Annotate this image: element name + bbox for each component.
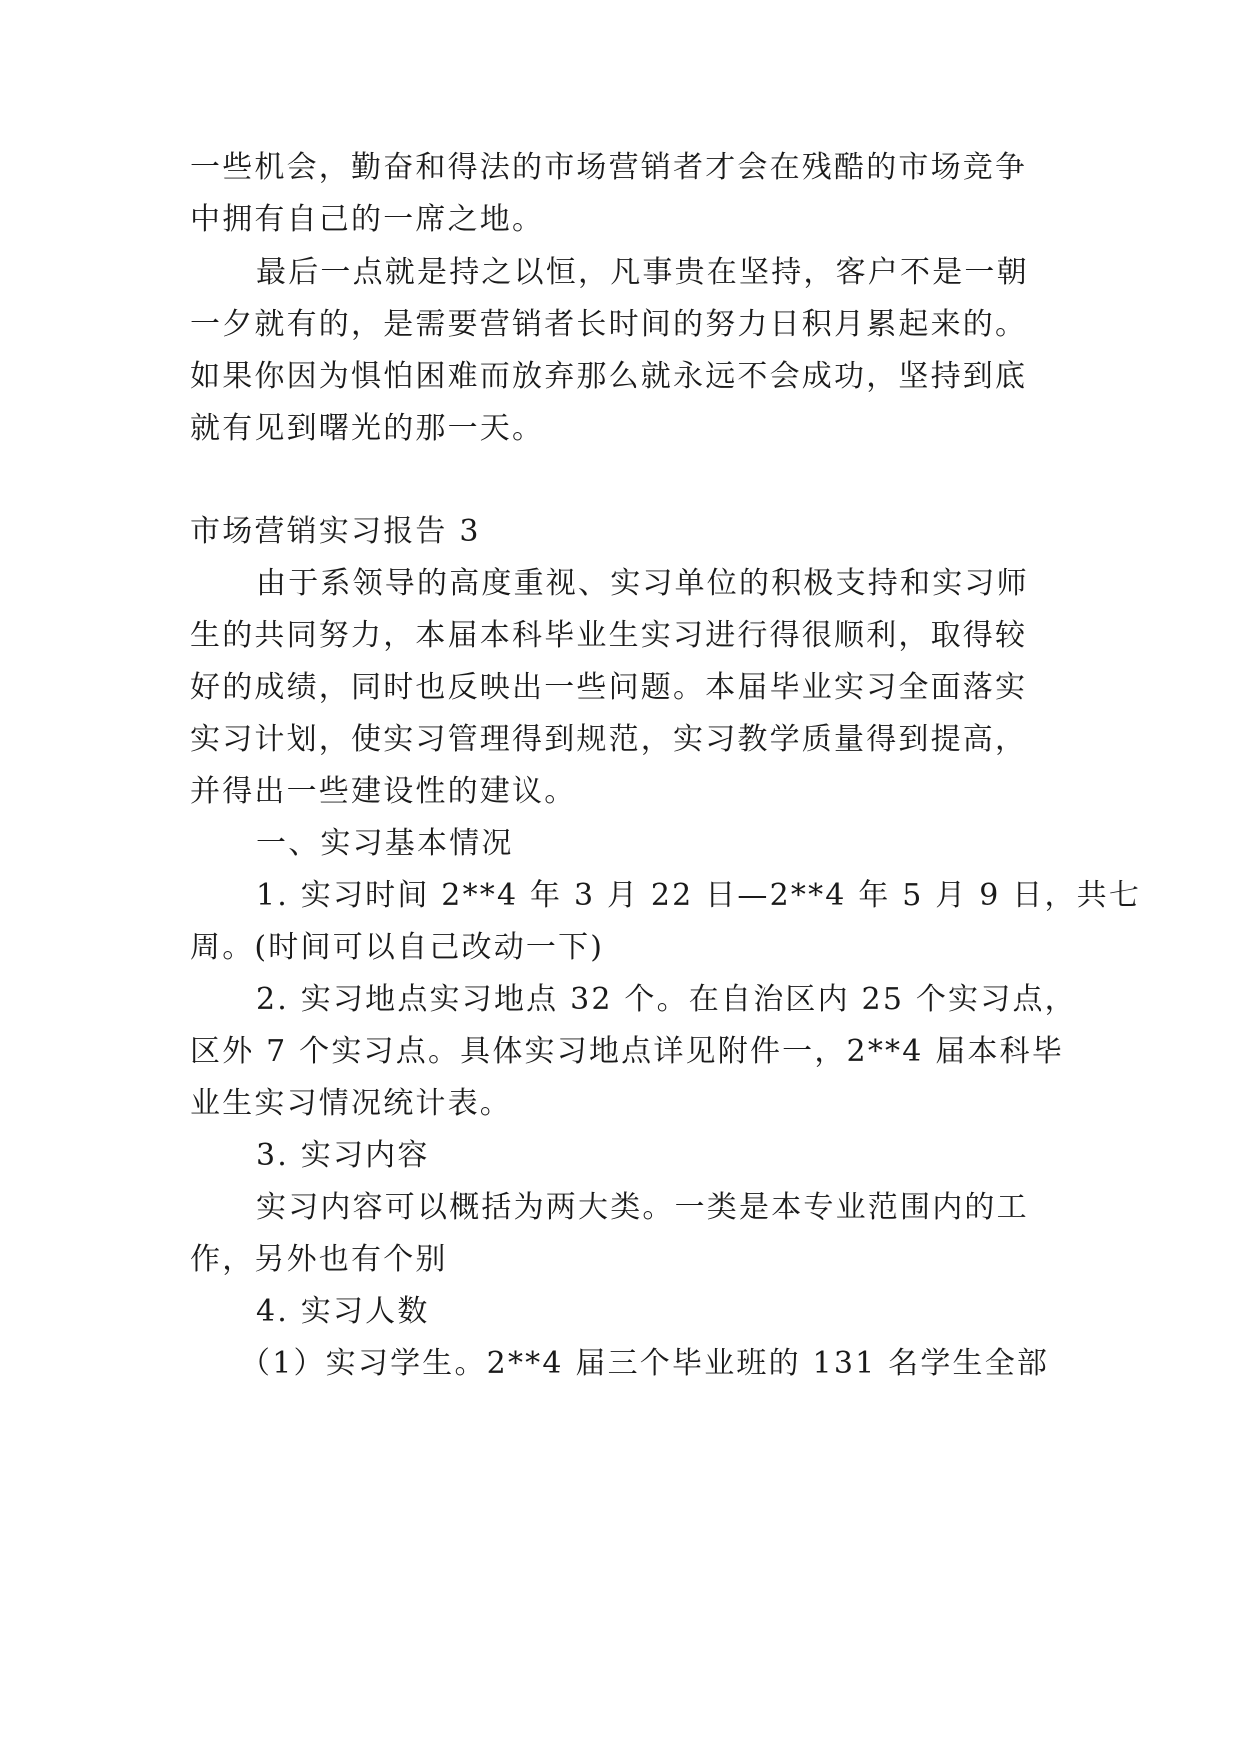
text-line: 周。(时间可以自己改动一下): [190, 930, 605, 965]
text-line: 就有见到曙光的那一天。: [190, 411, 545, 446]
subheading: 4. 实习人数: [256, 1294, 430, 1329]
text-line: 由于系领导的高度重视、实习单位的积极支持和实习师: [256, 566, 1029, 601]
text-line: 实习内容可以概括为两大类。一类是本专业范围内的工: [256, 1190, 1029, 1225]
text-line: 1. 实习时间 2**4 年 3 月 22 日—2**4 年 5 月 9 日，共七: [256, 878, 1142, 913]
text-line: 并得出一些建设性的建议。: [190, 774, 577, 809]
subheading: 3. 实习内容: [256, 1138, 430, 1173]
text-line: 2. 实习地点实习地点 32 个。在自治区内 25 个实习点，: [256, 982, 1077, 1017]
text-line: 业生实习情况统计表。: [190, 1086, 512, 1121]
text-line: 生的共同努力，本届本科毕业生实习进行得很顺利，取得较: [190, 618, 1028, 653]
text-line: 好的成绩，同时也反映出一些问题。本届毕业实习全面落实: [190, 670, 1028, 705]
text-line: 区外 7 个实习点。具体实习地点详见附件一，2**4 届本科毕: [190, 1034, 1065, 1069]
section-title: 市场营销实习报告 3: [190, 514, 481, 549]
subheading: 一、实习基本情况: [256, 826, 514, 861]
text-line: （1）实习学生。2**4 届三个毕业班的 131 名学生全部: [240, 1346, 1050, 1381]
text-line: 中拥有自己的一席之地。: [190, 202, 545, 237]
text-line: 实习计划，使实习管理得到规范，实习教学质量得到提高，: [190, 722, 1028, 757]
text-line: 作，另外也有个别: [190, 1242, 448, 1277]
text-line: 一些机会，勤奋和得法的市场营销者才会在残酷的市场竞争: [190, 150, 1028, 185]
text-line: 如果你因为惧怕困难而放弃那么就永远不会成功，坚持到底: [190, 359, 1028, 394]
text-line: 一夕就有的，是需要营销者长时间的努力日积月累起来的。: [190, 307, 1028, 342]
text-line: 最后一点就是持之以恒，凡事贵在坚持，客户不是一朝: [256, 255, 1029, 290]
